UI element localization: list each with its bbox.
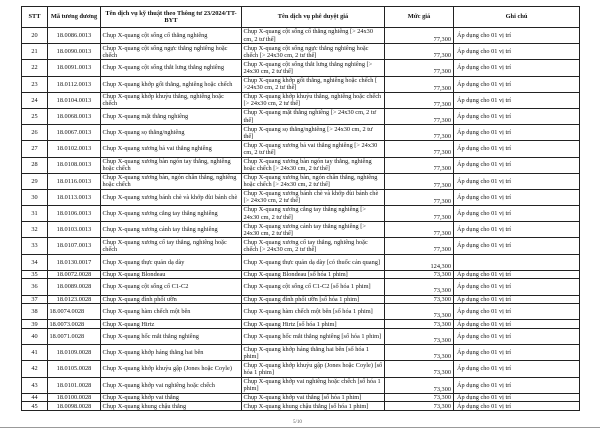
row-code: 18.0101.0028: [48, 377, 101, 393]
row-approved-name: Chụp X-quang xương bàn, ngón chân thẳng, nghiêng hoặc chếch [> 24x30 cm, 2 tư thế]: [242, 173, 385, 189]
row-approved-name: Chụp X-quang khung chậu thẳng [số hóa 1 phim]: [242, 402, 385, 411]
row-service-name: Chụp X-quang xương cánh tay thẳng nghiêng: [101, 222, 242, 238]
row-approved-name: Chụp X-quang mặt thẳng nghiêng [> 24x30 cm, 2 tư thế]: [242, 108, 385, 124]
row-service-name: Chụp X-quang mặt thẳng nghiêng: [101, 108, 242, 124]
table-row: [22, 238, 580, 254]
row-note: Áp dụng cho 01 vị trí: [454, 44, 580, 60]
row-note: Áp dụng cho 01 vị trí: [454, 361, 580, 377]
row-note: Áp dụng cho 01 vị trí: [454, 377, 580, 393]
row-code: 18.0113.0013: [48, 189, 101, 205]
table-row: [22, 361, 580, 377]
row-stt: 25: [22, 108, 48, 124]
row-price: 73,300: [385, 402, 454, 411]
row-price: 73,300: [385, 345, 454, 361]
row-code: 18.0109.0028: [48, 345, 101, 361]
footer-divider: [0, 427, 600, 428]
row-code: 18.0073.0028: [48, 320, 101, 329]
row-note: Áp dụng cho 01 vị trí: [454, 157, 580, 173]
row-service-name: Chụp X-quang xương bàn, ngón chân thẳng, nghiêng hoặc chếch: [101, 173, 242, 189]
page-number: 5/10: [293, 420, 302, 425]
header-note: Ghi chú: [454, 7, 580, 28]
row-service-name: Chụp X-quang hốc mắt thẳng nghiêng: [101, 328, 242, 344]
table-row: [22, 402, 580, 411]
row-code: 18.0072.0028: [48, 270, 101, 279]
row-code: 18.0091.0013: [48, 60, 101, 76]
row-price: 73,300: [385, 270, 454, 279]
row-price: 77,300: [385, 125, 454, 141]
row-price: 77,300: [385, 173, 454, 189]
row-note: Áp dụng cho 01 vị trí: [454, 238, 580, 254]
table-row: [22, 44, 580, 60]
table-row: [22, 320, 580, 329]
table-row: [22, 393, 580, 402]
row-note: Áp dụng cho 01 vị trí: [454, 345, 580, 361]
row-approved-name: Chụp X-quang Blondeau [số hóa 1 phim]: [242, 270, 385, 279]
row-code: 18.0102.0013: [48, 141, 101, 157]
row-service-name: Chụp X-quang khung chậu thẳng: [101, 402, 242, 411]
row-stt: 24: [22, 92, 48, 108]
row-code: 18.0112.0013: [48, 76, 101, 92]
row-service-name: Chụp X-quang thực quản dạ dày: [101, 254, 242, 270]
row-note: Áp dụng cho 01 vị trí: [454, 173, 580, 189]
row-approved-name: Chụp X-quang khớp khuỷu thẳng, nghiêng hoặc chếch [> 24x30 cm, 2 tư thế]: [242, 92, 385, 108]
table-row: [22, 270, 580, 279]
table-row: [22, 206, 580, 222]
row-service-name: Chụp X-quang khớp vai nghiêng hoặc chếch: [101, 377, 242, 393]
row-price: 73,300: [385, 328, 454, 344]
table-row: [22, 60, 580, 76]
row-price: 77,300: [385, 28, 454, 44]
row-code: 18.0103.0013: [48, 222, 101, 238]
row-stt: 44: [22, 393, 48, 402]
row-approved-name: Chụp X-quang hốc mắt thẳng nghiêng [số hóa 1 phim]: [242, 328, 385, 344]
row-note: Áp dụng cho 01 vị trí: [454, 393, 580, 402]
row-service-name: Chụp X-quang xương bánh chè và khớp đùi bánh chè: [101, 189, 242, 205]
row-approved-name: Chụp X-quang xương cẳng tay thẳng nghiêng [> 24x30 cm, 2 tư thế]: [242, 206, 385, 222]
header-stt: STT: [22, 7, 48, 28]
row-code: 18.0100.0028: [48, 393, 101, 402]
row-note: Áp dụng cho 01 vị trí: [454, 270, 580, 279]
row-service-name: Chụp X-quang xương cẳng tay thẳng nghiêng: [101, 206, 242, 222]
table-row: [22, 92, 580, 108]
row-service-name: Chụp X-quang khớp vai thẳng: [101, 393, 242, 402]
row-stt: 45: [22, 402, 48, 411]
row-service-name: Chụp X-quang khớp háng thẳng hai bên: [101, 345, 242, 361]
row-approved-name: Chụp X-quang khớp vai nghiêng hoặc chếch [số hóa 1 phim]: [242, 377, 385, 393]
row-approved-name: Chụp X-quang hàm chếch một bên [số hóa 1 phim]: [242, 304, 385, 320]
table-row: [22, 157, 580, 173]
row-service-name: Chụp X-quang xương cổ tay thẳng, nghiêng hoặc chếch: [101, 238, 242, 254]
row-service-name: Chụp X-quang Hirtz: [101, 320, 242, 329]
row-code: 18.0106.0013: [48, 206, 101, 222]
row-stt: 34: [22, 254, 48, 270]
row-note: Áp dụng cho 01 vị trí: [454, 279, 580, 295]
row-price: 73,300: [385, 393, 454, 402]
row-service-name: Chụp X-quang cột sống cổ thẳng nghiêng: [101, 28, 242, 44]
row-stt: 28: [22, 157, 48, 173]
row-price: 77,300: [385, 157, 454, 173]
row-code: 18.0123.0028: [48, 295, 101, 304]
table-row: [22, 377, 580, 393]
table-row: [22, 295, 580, 304]
row-stt: 33: [22, 238, 48, 254]
row-service-name: Chụp X-quang đỉnh phổi ưỡn: [101, 295, 242, 304]
row-stt: 22: [22, 60, 48, 76]
row-code: 18.0086.0013: [48, 28, 101, 44]
row-approved-name: Chụp X-quang khớp háng thẳng hai bên [số hóa 1 phim]: [242, 345, 385, 361]
row-price: 77,300: [385, 141, 454, 157]
row-approved-name: Chụp X-quang khớp gối thẳng, nghiêng hoặc chếch [ >24x30 cm, 2 tư thế]: [242, 76, 385, 92]
row-price: 77,300: [385, 222, 454, 238]
row-stt: 40: [22, 328, 48, 344]
row-stt: 36: [22, 279, 48, 295]
row-stt: 41: [22, 345, 48, 361]
row-approved-name: Chụp X-quang thực quản dạ dày [có thuốc cản quang]: [242, 254, 385, 270]
row-stt: 23: [22, 76, 48, 92]
row-stt: 20: [22, 28, 48, 44]
row-approved-name: Chụp X-quang xương cổ tay thẳng, nghiêng hoặc chếch [> 24x30 cm, 2 tư thế]: [242, 238, 385, 254]
row-service-name: Chụp X-quang sọ thẳng/nghiêng: [101, 125, 242, 141]
row-price: 77,300: [385, 238, 454, 254]
row-note: Áp dụng cho 01 vị trí: [454, 320, 580, 329]
row-note: Áp dụng cho 01 vị trí: [454, 92, 580, 108]
row-stt: 38: [22, 304, 48, 320]
row-service-name: Chụp X-quang cột sống ngực thẳng nghiêng hoặc chếch: [101, 44, 242, 60]
row-price: 124,300: [385, 254, 454, 270]
row-approved-name: Chụp X-quang cột sống cổ C1-C2 [số hóa 1 phim]: [242, 279, 385, 295]
row-approved-name: Chụp X-quang cột sống cổ thẳng nghiêng [> 24x30 cm, 2 tư thế]: [242, 28, 385, 44]
row-code: 18.0098.0028: [48, 402, 101, 411]
row-approved-name: Chụp X-quang xương bả vai thẳng nghiêng [> 24x30 cm, 2 tư thế]: [242, 141, 385, 157]
row-code: 18.0107.0013: [48, 238, 101, 254]
row-stt: 32: [22, 222, 48, 238]
row-approved-name: Chụp X-quang xương bàn ngón tay thẳng, nghiêng hoặc chếch [> 24x30 cm, 2 tư thế]: [242, 157, 385, 173]
row-note: Áp dụng cho 01 vị trí: [454, 189, 580, 205]
row-stt: 31: [22, 206, 48, 222]
table-row: [22, 28, 580, 44]
row-code: 18.0067.0013: [48, 125, 101, 141]
row-code: 18.0068.0013: [48, 108, 101, 124]
row-price: 73,300: [385, 295, 454, 304]
row-service-name: Chụp X-quang hàm chếch một bên: [101, 304, 242, 320]
row-service-name: Chụp X-quang khớp khuỷu gập (Jones hoặc Coyle): [101, 361, 242, 377]
row-note: Áp dụng cho 01 vị trí: [454, 328, 580, 344]
row-stt: 35: [22, 270, 48, 279]
row-approved-name: Chụp X-quang đỉnh phổi ưỡn [số hóa 1 phim]: [242, 295, 385, 304]
row-note: Áp dụng cho 01 vị trí: [454, 60, 580, 76]
row-price: 77,300: [385, 108, 454, 124]
row-note: Áp dụng cho 01 vị trí: [454, 76, 580, 92]
table-row: [22, 345, 580, 361]
row-note: Áp dụng cho 01 vị trí: [454, 141, 580, 157]
row-approved-name: Chụp X-quang cột sống ngực thẳng nghiêng hoặc chếch [> 24x30 cm, 2 tư thế]: [242, 44, 385, 60]
header-service-name: Tên dịch vụ kỹ thuật theo Thông tư 23/2024/TT-BYT: [101, 7, 242, 28]
row-approved-name: Chụp X-quang sọ thẳng/nghiêng [> 24x30 cm, 2 tư thế]: [242, 125, 385, 141]
header-code: Mã tương đương: [48, 7, 101, 28]
row-note: Áp dụng cho 01 vị trí: [454, 125, 580, 141]
row-service-name: Chụp X-quang Blondeau: [101, 270, 242, 279]
row-stt: 39: [22, 320, 48, 329]
row-note: Áp dụng cho 01 vị trí: [454, 304, 580, 320]
row-code: 18.0071.0028: [48, 328, 101, 344]
row-service-name: Chụp X-quang xương bàn ngón tay thẳng, nghiêng hoặc chếch: [101, 157, 242, 173]
row-price: 73,300: [385, 320, 454, 329]
table-row: [22, 222, 580, 238]
row-code: 18.0104.0013: [48, 92, 101, 108]
row-note: Áp dụng cho 01 vị trí: [454, 28, 580, 44]
row-service-name: Chụp X-quang khớp gối thẳng, nghiêng hoặc chếch: [101, 76, 242, 92]
table-row: [22, 125, 580, 141]
row-note: Áp dụng cho 01 vị trí: [454, 402, 580, 411]
row-code: 18.0090.0013: [48, 44, 101, 60]
table-row: [22, 76, 580, 92]
row-code: 18.0089.0028: [48, 279, 101, 295]
row-service-name: Chụp X-quang xương bả vai thẳng nghiêng: [101, 141, 242, 157]
row-stt: 21: [22, 44, 48, 60]
table-row: [22, 254, 580, 270]
row-note: [454, 254, 580, 270]
row-price: 73,300: [385, 304, 454, 320]
row-code: 18.0105.0028: [48, 361, 101, 377]
table-header-row: [22, 7, 580, 28]
row-code: 18.0116.0013: [48, 173, 101, 189]
row-service-name: Chụp X-quang khớp khuỷu thẳng, nghiêng hoặc chếch: [101, 92, 242, 108]
row-code: 18.0074.0028: [48, 304, 101, 320]
table-row: [22, 141, 580, 157]
table-row: [22, 304, 580, 320]
row-price: 73,300: [385, 377, 454, 393]
header-price: Mức giá: [385, 7, 454, 28]
row-approved-name: Chụp X-quang xương bánh chè và khớp đùi bánh chè [> 24x30 cm, 2 tư thế]: [242, 189, 385, 205]
row-price: 77,300: [385, 206, 454, 222]
row-stt: 27: [22, 141, 48, 157]
row-stt: 37: [22, 295, 48, 304]
table-row: [22, 173, 580, 189]
row-note: Áp dụng cho 01 vị trí: [454, 206, 580, 222]
row-price: 77,300: [385, 76, 454, 92]
row-code: 18.0130.0017: [48, 254, 101, 270]
price-table: [21, 6, 580, 411]
row-stt: 26: [22, 125, 48, 141]
row-price: 73,300: [385, 361, 454, 377]
row-note: Áp dụng cho 01 vị trí: [454, 295, 580, 304]
row-stt: 30: [22, 189, 48, 205]
row-code: 18.0108.0013: [48, 157, 101, 173]
row-price: 77,300: [385, 92, 454, 108]
row-approved-name: Chụp X-quang cột sống thắt lưng thẳng nghiêng [> 24x30 cm, 2 tư thế]: [242, 60, 385, 76]
table-row: [22, 189, 580, 205]
row-stt: 43: [22, 377, 48, 393]
row-approved-name: Chụp X-quang Hirtz [số hóa 1 phim]: [242, 320, 385, 329]
row-note: Áp dụng cho 01 vị trí: [454, 108, 580, 124]
table-row: [22, 108, 580, 124]
row-service-name: Chụp X-quang cột sống cổ C1-C2: [101, 279, 242, 295]
row-price: 77,300: [385, 60, 454, 76]
row-approved-name: Chụp X-quang xương cánh tay thẳng nghiêng [> 24x30 cm, 2 tư thế]: [242, 222, 385, 238]
table-row: [22, 328, 580, 344]
row-approved-name: Chụp X-quang khớp khuỷu gập (Jones hoặc Coyle) [số hóa 1 phim]: [242, 361, 385, 377]
row-price: 77,300: [385, 189, 454, 205]
table-row: [22, 279, 580, 295]
row-stt: 29: [22, 173, 48, 189]
row-stt: 42: [22, 361, 48, 377]
header-approved-name: Tên dịch vụ phê duyệt giá: [242, 7, 385, 28]
row-approved-name: Chụp X-quang khớp vai thẳng [số hóa 1 phim]: [242, 393, 385, 402]
row-service-name: Chụp X-quang cột sống thắt lưng thẳng nghiêng: [101, 60, 242, 76]
row-price: 77,300: [385, 44, 454, 60]
row-note: Áp dụng cho 01 vị trí: [454, 222, 580, 238]
row-price: 73,300: [385, 279, 454, 295]
